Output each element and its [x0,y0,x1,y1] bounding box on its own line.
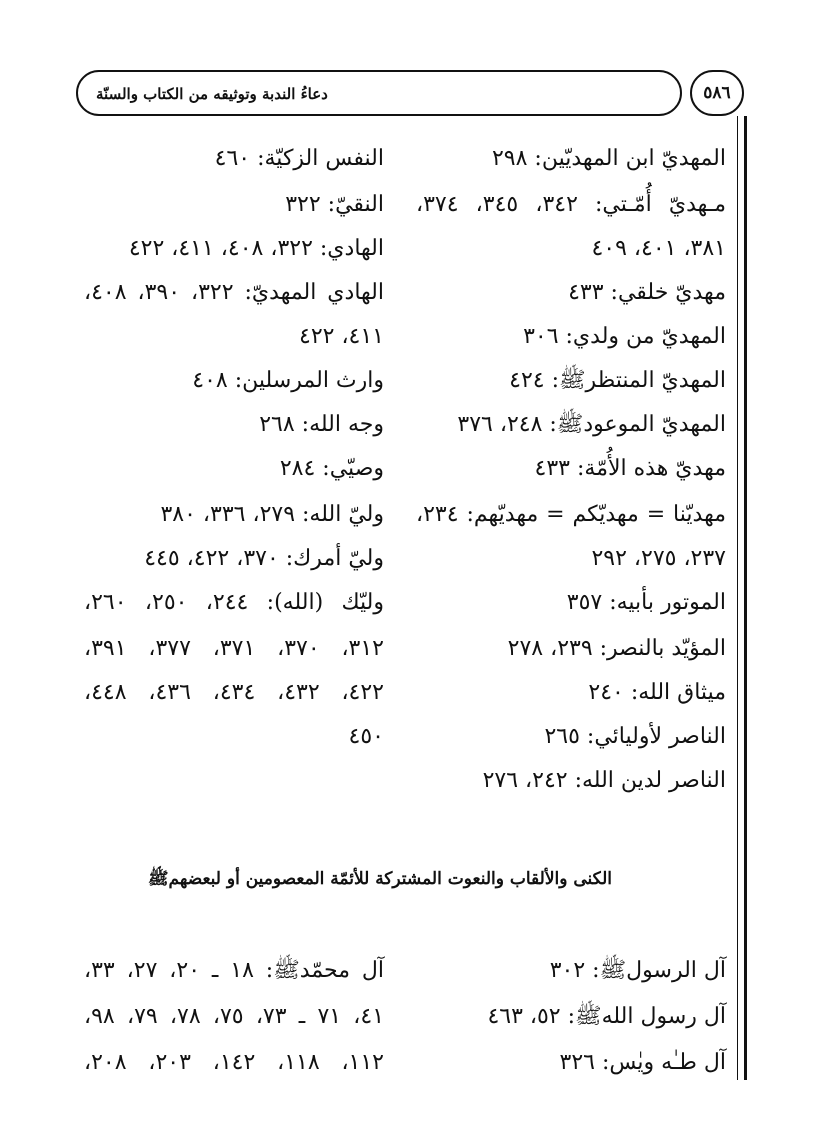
index-entry: المهديّ الموعودﷺ: ٢٤٨، ٣٧٦ [457,412,726,437]
index-entry: وصيّي: ٢٨٤ [279,456,384,481]
index-entry: وارث المرسلين: ٤٠٨ [192,368,384,393]
index-entry: مهديّ خلقي: ٤٣٣ [568,280,726,305]
index-entry: ميثاق الله: ٢٤٠ [588,680,726,705]
index-entry: آل محمّدﷺ: ١٨ ـ ٢٠، ٢٧، ٣٣، [84,958,385,983]
index-entry: المهديّ من ولدي: ٣٠٦ [523,324,726,349]
index-entry: مـهديّ أُمّـتي: ٣٤٢، ٣٤٥، ٣٧٤، [416,192,727,217]
index-entry: المهديّ المنتظرﷺ: ٤٢٤ [509,368,726,393]
index-entry: ٤١، ٧١ ـ ٧٣، ٧٥، ٧٨، ٧٩، ٩٨، [84,1004,385,1029]
index-entry: وليّك (الله): ٢٤٤، ٢٥٠، ٢٦٠، [84,590,384,615]
index-entry: الناصر لأوليائي: ٢٦٥ [544,724,726,749]
index-entry: ١١٢، ١١٨، ١٤٢، ٢٠٣، ٢٠٨، [84,1050,384,1075]
index-entry: آل رسول اللهﷺ: ٥٢، ٤٦٣ [487,1004,726,1029]
index-entry: ٣٨١، ٤٠١، ٤٠٩ [591,236,726,261]
index-entry: ٢٣٧، ٢٧٥، ٢٩٢ [591,546,726,571]
index-entry: المهديّ ابن المهديّين: ٢٩٨ [491,146,726,171]
index-entry: المؤيّد بالنصر: ٢٣٩، ٢٧٨ [507,636,726,661]
page-number: ٥٨٦ [690,70,744,116]
margin-rule-inner [737,116,738,1080]
index-entry: مهديّنا = مهديّكم = مهديّهم: ٢٣٤، [416,502,726,527]
index-entry: ٣١٢، ٣٧٠، ٣٧١، ٣٧٧، ٣٩١، [84,636,384,661]
running-header-title: دعاءُ الندبة وتوثيقه من الكتاب والسنّة [96,85,328,103]
index-entry: وجه الله: ٢٦٨ [259,412,384,437]
index-entry: الهادي المهديّ: ٣٢٢، ٣٩٠، ٤٠٨، [84,280,384,305]
index-entry: ٤٢٢، ٤٣٢، ٤٣٤، ٤٣٦، ٤٤٨، [84,680,384,705]
index-entry: وليّ الله: ٢٧٩، ٣٣٦، ٣٨٠ [160,502,384,527]
index-entry: آل طـٰه ويٰس: ٣٢٦ [559,1050,726,1075]
index-entry: الهادي: ٣٢٢، ٤٠٨، ٤١١، ٤٢٢ [128,236,384,261]
index-entry: الموتور بأبيه: ٣٥٧ [566,590,726,615]
index-entry: آل الرسولﷺ: ٣٠٢ [549,958,726,983]
index-entry: الناصر لدين الله: ٢٤٢، ٢٧٦ [482,768,726,793]
index-entry: ٤١١، ٤٢٢ [299,324,384,349]
index-entry: النقيّ: ٣٢٢ [285,192,384,217]
index-entry: وليّ أمرك: ٣٧٠، ٤٢٢، ٤٤٥ [144,546,384,571]
index-entry: مهديّ هذه الأُمّة: ٤٣٣ [534,456,726,481]
section-heading: الكنى والألقاب والنعوت المشتركة للأئمّة المعصومين أو لبعضهمﷺ [148,869,612,889]
index-entry: النفس الزكيّة: ٤٦٠ [214,146,384,171]
index-entry: ٤٥٠ [348,724,384,749]
margin-rule-outer [744,116,747,1080]
